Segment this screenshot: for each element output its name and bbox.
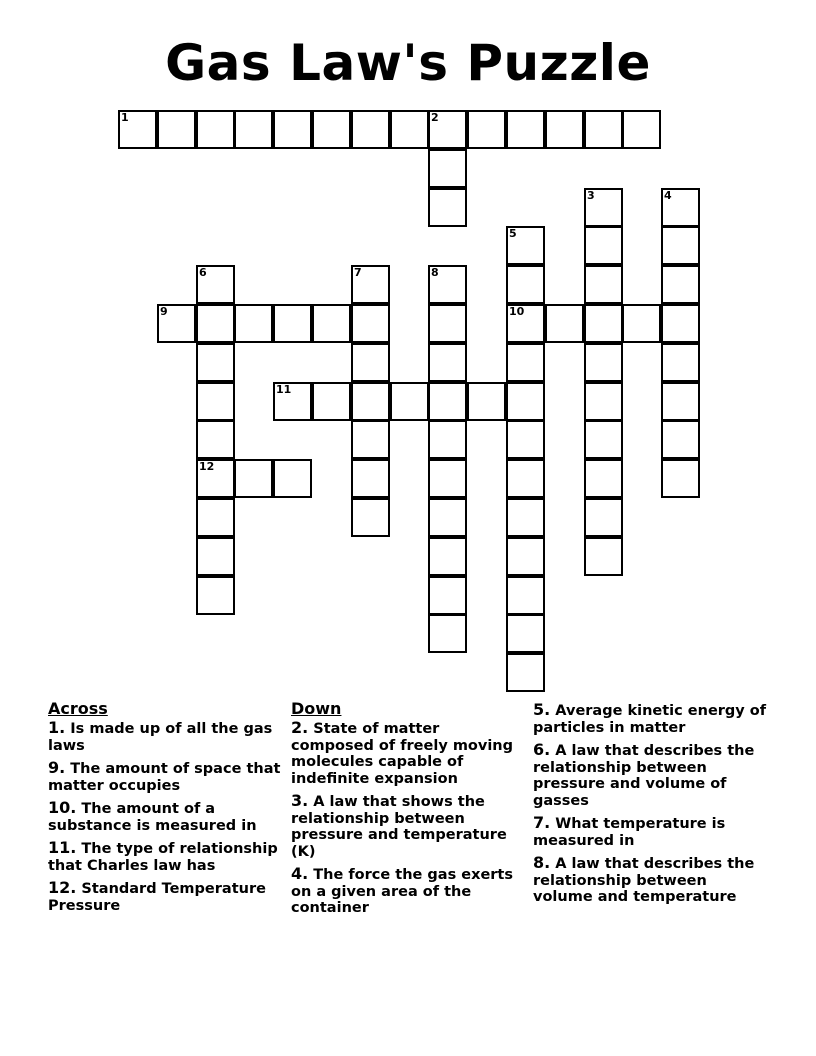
grid-cell[interactable] <box>351 343 390 382</box>
grid-cell[interactable] <box>234 110 273 149</box>
grid-cell[interactable] <box>312 382 351 421</box>
clue-across-1 <box>48 720 284 754</box>
clue-text: A law that shows the relationship between pressure and temperature (K) <box>291 794 507 860</box>
grid-cell[interactable] <box>661 226 700 265</box>
grid-cell[interactable] <box>196 343 235 382</box>
grid-cell[interactable] <box>584 498 623 537</box>
cell-number: 5 <box>509 227 517 240</box>
grid-cell[interactable] <box>661 304 700 343</box>
grid-cell[interactable] <box>428 149 467 188</box>
grid-cell[interactable] <box>351 420 390 459</box>
cell-number: 9 <box>160 305 168 318</box>
clue-across-11 <box>48 840 284 874</box>
grid-cell[interactable] <box>428 420 467 459</box>
clue-number: 10. <box>48 798 77 817</box>
clue-text: State of matter composed of freely moving molecules capable of indefinite expansion <box>291 721 514 787</box>
clue-number: 6. <box>533 740 551 759</box>
clue-down-2 <box>291 720 527 787</box>
grid-cell[interactable] <box>584 265 623 304</box>
cell-number: 7 <box>354 266 362 279</box>
grid-cell[interactable] <box>584 537 623 576</box>
clue-text: The amount of a substance is measured in <box>48 801 257 834</box>
clue-text: Standard Temperature Pressure <box>48 881 266 914</box>
puzzle-title: Gas Law's Puzzle <box>165 34 651 92</box>
grid-cell[interactable] <box>351 459 390 498</box>
cell-number: 2 <box>431 111 439 124</box>
grid-cell[interactable] <box>428 614 467 653</box>
grid-cell[interactable] <box>196 420 235 459</box>
clue-text: The type of relationship that Charles law has <box>48 841 278 874</box>
grid-cell[interactable] <box>390 382 429 421</box>
grid-cell[interactable] <box>506 265 545 304</box>
grid-cell[interactable] <box>506 304 545 343</box>
grid-cell[interactable] <box>157 110 196 149</box>
grid-cell[interactable] <box>428 576 467 615</box>
grid-cell[interactable] <box>506 382 545 421</box>
grid-cell[interactable] <box>584 188 623 227</box>
grid-cell[interactable] <box>584 459 623 498</box>
clue-down-4 <box>291 866 527 917</box>
grid-cell[interactable] <box>506 498 545 537</box>
cell-number: 10 <box>509 305 525 318</box>
grid-cell[interactable] <box>428 343 467 382</box>
grid-cell[interactable] <box>118 110 157 149</box>
grid-cell[interactable] <box>273 304 312 343</box>
grid-cell[interactable] <box>428 498 467 537</box>
grid-cell[interactable] <box>273 110 312 149</box>
cell-number: 8 <box>431 266 439 279</box>
grid-cell[interactable] <box>661 265 700 304</box>
clue-text: Average kinetic energy of particles in matter <box>533 703 767 736</box>
grid-cell[interactable] <box>351 265 390 304</box>
grid-cell[interactable] <box>428 188 467 227</box>
clue-number: 11. <box>48 838 77 857</box>
grid-cell[interactable] <box>196 459 235 498</box>
grid-cell[interactable] <box>428 265 467 304</box>
grid-cell[interactable] <box>661 343 700 382</box>
clue-number: 4. <box>291 864 309 883</box>
grid-cell[interactable] <box>157 304 196 343</box>
grid-cell[interactable] <box>661 420 700 459</box>
grid-cell[interactable] <box>273 459 312 498</box>
grid-cell[interactable] <box>428 110 467 149</box>
across-heading: Across <box>48 699 108 718</box>
grid-cell[interactable] <box>506 226 545 265</box>
grid-cell[interactable] <box>584 382 623 421</box>
clue-down-7 <box>533 815 769 849</box>
down-heading: Down <box>291 699 342 718</box>
clue-text: What temperature is measured in <box>533 816 726 849</box>
cell-number: 4 <box>664 189 672 202</box>
grid-cell[interactable] <box>351 382 390 421</box>
grid-cell[interactable] <box>584 343 623 382</box>
grid-cell[interactable] <box>584 304 623 343</box>
grid-cell[interactable] <box>196 576 235 615</box>
grid-cell[interactable] <box>312 110 351 149</box>
grid-cell[interactable] <box>506 537 545 576</box>
clue-down-6 <box>533 742 769 809</box>
grid-cell[interactable] <box>428 459 467 498</box>
clues-column-2 <box>291 700 527 923</box>
clue-down-3 <box>291 793 527 860</box>
clue-number: 2. <box>291 718 309 737</box>
cell-number: 11 <box>276 383 292 396</box>
grid-cell[interactable] <box>428 382 467 421</box>
clue-number: 9. <box>48 758 66 777</box>
grid-cell[interactable] <box>506 614 545 653</box>
clue-across-9 <box>48 760 284 794</box>
clue-number: 8. <box>533 853 551 872</box>
grid-cell[interactable] <box>196 498 235 537</box>
grid-cell[interactable] <box>545 110 584 149</box>
grid-cell[interactable] <box>506 110 545 149</box>
clue-number: 3. <box>291 791 309 810</box>
clue-text: The force the gas exerts on a given area of the container <box>291 867 513 916</box>
cell-number: 6 <box>199 266 207 279</box>
clue-text: The amount of space that matter occupies <box>48 761 281 794</box>
grid-cell[interactable] <box>584 420 623 459</box>
grid-cell[interactable] <box>506 653 545 692</box>
cell-number: 3 <box>587 189 595 202</box>
clue-text: A law that describes the relationship between pressure and volume of gasses <box>533 743 755 809</box>
grid-cell[interactable] <box>506 343 545 382</box>
clue-down-5 <box>533 702 769 736</box>
clue-number: 5. <box>533 700 551 719</box>
grid-cell[interactable] <box>196 110 235 149</box>
clue-across-12 <box>48 880 284 914</box>
grid-cell[interactable] <box>584 110 623 149</box>
grid-cell[interactable] <box>312 304 351 343</box>
clue-down-8 <box>533 855 769 906</box>
grid-cell[interactable] <box>506 420 545 459</box>
clue-text: Is made up of all the gas laws <box>48 721 273 754</box>
grid-cell[interactable] <box>545 304 584 343</box>
clue-number: 12. <box>48 878 77 897</box>
clue-number: 1. <box>48 718 66 737</box>
clues-column-3 <box>533 702 769 912</box>
cell-number: 1 <box>121 111 129 124</box>
grid-cell[interactable] <box>467 382 506 421</box>
grid-cell[interactable] <box>234 304 273 343</box>
clue-across-10 <box>48 800 288 834</box>
grid-cell[interactable] <box>661 382 700 421</box>
grid-cell[interactable] <box>428 304 467 343</box>
grid-cell[interactable] <box>506 576 545 615</box>
grid-cell[interactable] <box>584 226 623 265</box>
grid-cell[interactable] <box>428 537 467 576</box>
cell-number: 12 <box>199 460 215 473</box>
grid-cell[interactable] <box>234 459 273 498</box>
grid-cell[interactable] <box>467 110 506 149</box>
grid-cell[interactable] <box>196 265 235 304</box>
grid-cell[interactable] <box>196 304 235 343</box>
clue-number: 7. <box>533 813 551 832</box>
grid-cell[interactable] <box>196 382 235 421</box>
grid-cell[interactable] <box>661 459 700 498</box>
grid-cell[interactable] <box>351 304 390 343</box>
grid-cell[interactable] <box>351 110 390 149</box>
grid-cell[interactable] <box>622 304 661 343</box>
grid-cell[interactable] <box>273 382 312 421</box>
clues-column-1 <box>48 700 284 920</box>
clue-text: A law that describes the relationship between volume and temperature <box>533 856 755 905</box>
grid-cell[interactable] <box>506 459 545 498</box>
grid-cell[interactable] <box>196 537 235 576</box>
grid-cell[interactable] <box>622 110 661 149</box>
grid-cell[interactable] <box>351 498 390 537</box>
grid-cell[interactable] <box>661 188 700 227</box>
grid-cell[interactable] <box>390 110 429 149</box>
